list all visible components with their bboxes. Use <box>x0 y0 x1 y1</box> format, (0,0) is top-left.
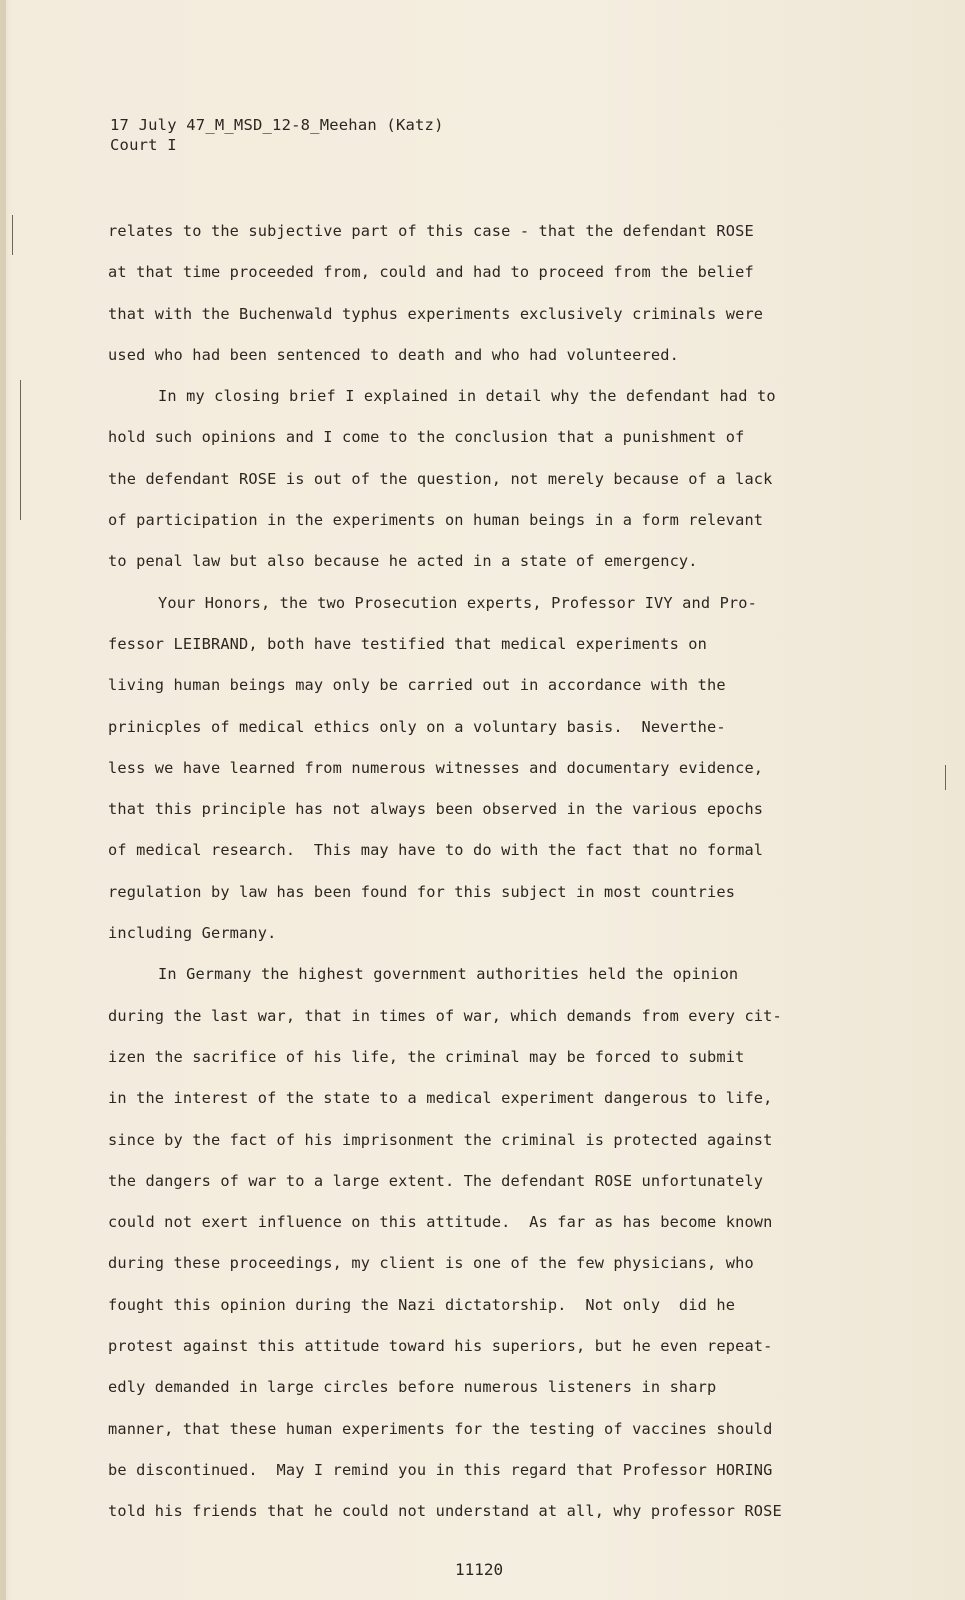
text-line: in the interest of the state to a medical experiment dangerous to life, <box>108 1089 773 1108</box>
text-line: manner, that these human experiments for the testing of vaccines should <box>108 1419 773 1438</box>
text-line: that with the Buchenwald typhus experiments exclusively criminals were <box>108 304 764 323</box>
text-line: edly demanded in large circles before numerous listeners in sharp <box>108 1378 717 1397</box>
text-line: told his friends that he could not understand at all, why professor ROSE <box>108 1502 782 1521</box>
text-line: fought this opinion during the Nazi dictatorship. Not only did he <box>108 1295 736 1314</box>
text-line: fessor LEIBRAND, both have testified that medical experiments on <box>108 634 708 653</box>
text-line: izen the sacrifice of his life, the criminal may be forced to submit <box>108 1047 745 1066</box>
page-number: 11120 <box>455 1560 504 1579</box>
text-line: regulation by law has been found for this subject in most countries <box>108 882 736 901</box>
paper-edge <box>0 0 6 1600</box>
header-court: Court I <box>110 136 177 154</box>
text-line: including Germany. <box>108 924 277 943</box>
text-line: In Germany the highest government authorities held the opinion <box>158 965 739 984</box>
text-line: of medical research. This may have to do with the fact that no formal <box>108 841 764 860</box>
text-line: protest against this attitude toward his superiors, but he even repeat- <box>108 1337 773 1356</box>
text-line: prinicples of medical ethics only on a voluntary basis. Neverthe- <box>108 717 726 736</box>
text-line: since by the fact of his imprisonment the criminal is protected against <box>108 1130 773 1149</box>
text-line: hold such opinions and I come to the conclusion that a punishment of <box>108 428 745 447</box>
text-line: at that time proceeded from, could and had to proceed from the belief <box>108 263 754 282</box>
margin-mark <box>945 765 946 790</box>
text-line: less we have learned from numerous witnesses and documentary evidence, <box>108 758 764 777</box>
document-body <box>108 211 848 1533</box>
text-line: Your Honors, the two Prosecution experts, Professor IVY and Pro- <box>158 593 758 612</box>
text-line: living human beings may only be carried out in accordance with the <box>108 676 726 695</box>
text-line: relates to the subjective part of this case - that the defendant ROSE <box>108 222 754 240</box>
text-line: that this principle has not always been observed in the various epochs <box>108 800 764 819</box>
text-line: during the last war, that in times of war, which demands from every cit- <box>108 1006 782 1025</box>
text-line: be discontinued. May I remind you in this regard that Professor HORING <box>108 1460 773 1479</box>
text-line: of participation in the experiments on human beings in a form relevant <box>108 511 764 530</box>
document-header <box>110 115 444 155</box>
text-line: during these proceedings, my client is one of the few physicians, who <box>108 1254 754 1273</box>
margin-mark <box>12 215 13 255</box>
text-line: used who had been sentenced to death and who had volunteered. <box>108 345 679 364</box>
text-line: the defendant ROSE is out of the question, not merely because of a lack <box>108 469 773 488</box>
text-line: the dangers of war to a large extent. The defendant ROSE unfortunately <box>108 1171 764 1190</box>
text-line: In my closing brief I explained in detail why the defendant had to <box>158 387 776 406</box>
text-line: to penal law but also because he acted in a state of emergency. <box>108 552 698 571</box>
text-line: could not exert influence on this attitude. As far as has become known <box>108 1213 773 1232</box>
margin-mark <box>20 380 21 520</box>
header-reference: 17 July 47_M_MSD_12-8_Meehan (Katz) <box>110 116 444 134</box>
